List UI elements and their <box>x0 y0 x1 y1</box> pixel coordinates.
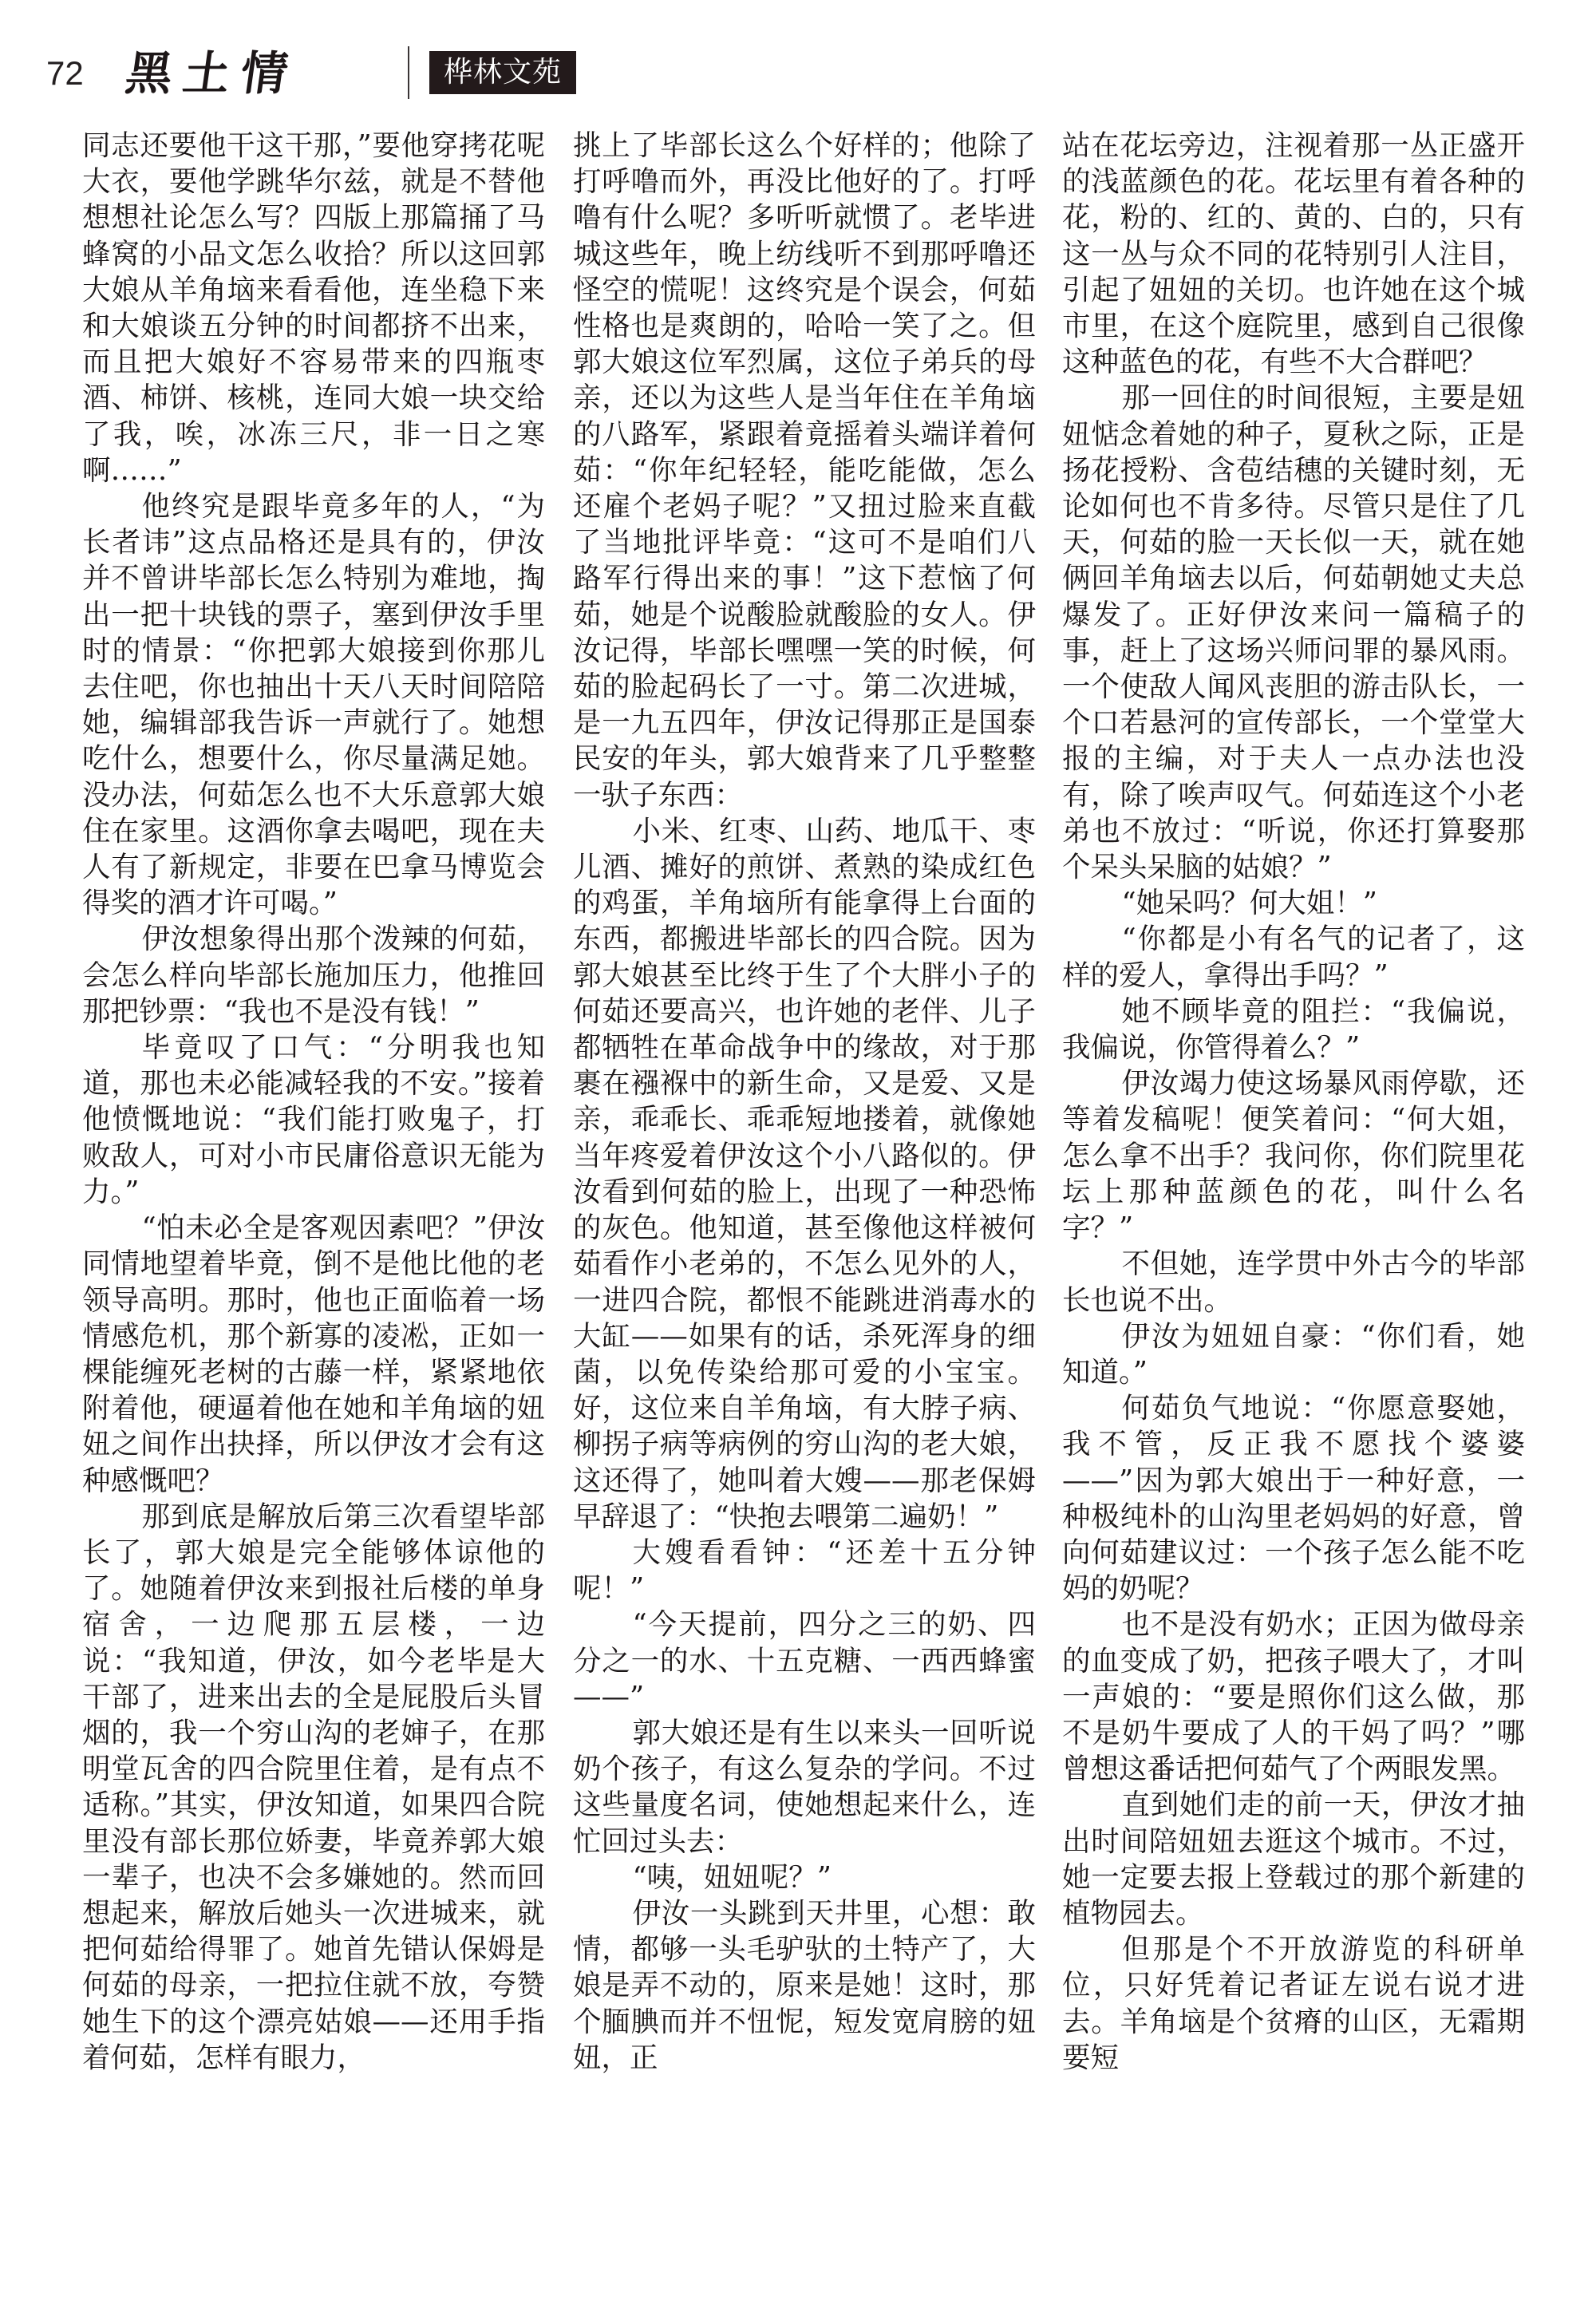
paragraph: 伊汝为妞妞自豪：“你们看，她知道。” <box>1062 1319 1525 1389</box>
paragraph: “怕未必全是客观因素吧？”伊汝同情地望着毕竟，倒不是他比他的老领导高明。那时，他也正面临着一场情感危机，那个新寡的凌凇，正如一棵能缠死老树的古藤一样，紧紧地依附着他，硬逼着他在她和羊角垴的妞妞之间作出抉择，所以伊汝才会有这种感慨吧？ <box>82 1211 545 1497</box>
paragraph: 同志还要他干这干那，”要他穿拷花呢大衣，要他学跳华尔兹，就是不替他想想社论怎么写？四版上那篇捅了马蜂窝的小品文怎么收拾？所以这回郭大娘从羊角垴来看看他，连坐稳下来和大娘谈五分钟的时间都挤不出来，而且把大娘好不容易带来的四瓶枣酒、柿饼、核桃，连同大娘一块交给了我，唉，冰冻三尺，非一日之寒啊……” <box>82 129 545 487</box>
paragraph: 伊汝想象得出那个泼辣的何茹，会怎么样向毕部长施加压力，他推回那把钞票：“我也不是没有钱！” <box>82 923 545 1028</box>
paragraph: 但那是个不开放游览的科研单位，只好凭着记者证左说右说才进去。羊角垴是个贫瘠的山区，无霜期要短 <box>1062 1933 1525 2074</box>
section-label: 桦林文苑 <box>429 51 576 94</box>
paragraph: 何茹负气地说：“你愿意娶她，我不管，反正我不愿找个婆婆——”因为郭大娘出于一种好意，一种极纯朴的山沟里老妈妈的好意，曾向何茹建议过：一个孩子怎么能不吃妈的奶呢？ <box>1062 1392 1525 1606</box>
paragraph: 直到她们走的前一天，伊汝才抽出时间陪妞妞去逛这个城市。不过，她一定要去报上登载过的那个新建的植物园去。 <box>1062 1788 1525 1930</box>
paragraph: 挑上了毕部长这么个好样的；他除了打呼噜而外，再没比他好的了。打呼噜有什么呢？多听听就惯了。老毕进城这些年，晚上纺线听不到那呼噜还怪空的慌呢！这终究是个误会，何茹性格也是爽朗的，哈哈一笑了之。但郭大娘这位军烈属，这位子弟兵的母亲，还以为这些人是当年住在羊角垴的八路军，紧跟着竟摇着头端详着何茹：“你年纪轻轻，能吃能做，怎么还雇个老妈子呢？”又扭过脸来直截了当地批评毕竟：“这可不是咱们八路军行得出来的事！”这下惹恼了何茹，她是个说酸脸就酸脸的女人。伊汝记得，毕部长嘿嘿一笑的时候，何茹的脸起码长了一寸。第二次进城，是一九五四年，伊汝记得那正是国泰民安的年头，郭大娘背来了几乎整整一驮子东西： <box>573 129 1036 812</box>
article-column-3 <box>1062 128 1525 2076</box>
paragraph: 不但她，连学贯中外古今的毕部长也说不出。 <box>1062 1247 1525 1317</box>
paragraph: 伊汝一头跳到天井里，心想：敢情，都够一头毛驴驮的土特产了，大娘是弄不动的，原来是她！这时，那个腼腆而并不忸怩，短发宽肩膀的妞妞，正 <box>573 1896 1036 2074</box>
paragraph: “今天提前，四分之三的奶、四分之一的水、十五克糖、一西西蜂蜜——” <box>573 1608 1036 1713</box>
magazine-title-logo: 黑土情 <box>122 46 302 101</box>
article-column-2 <box>573 128 1036 2076</box>
paragraph: 她不顾毕竟的阻拦：“我偏说，我偏说，你管得着么？” <box>1062 994 1525 1065</box>
page-number: 72 <box>46 54 84 92</box>
paragraph: 站在花坛旁边，注视着那一丛正盛开的浅蓝颜色的花。花坛里有着各种的花，粉的、红的、黄的、白的，只有这一丛与众不同的花特别引人注目，引起了妞妞的关切。也许她在这个城市里，在这个庭院里，感到自己很像这种蓝色的花，有些不大合群吧？ <box>1062 129 1525 379</box>
paragraph: 大嫂看看钟：“还差十五分钟呢！” <box>573 1535 1036 1606</box>
page-header <box>0 0 1596 128</box>
paragraph: “她呆吗？何大姐！” <box>1121 887 1377 920</box>
paragraph: 也不是没有奶水；正因为做母亲的血变成了奶，把孩子喂大了，才叫一声娘的：“要是照你们这么做，那不是奶牛要成了人的干妈了吗？”哪曾想这番话把何茹气了个两眼发黑。 <box>1062 1608 1525 1786</box>
paragraph: 伊汝竭力使这场暴风雨停歇，还等着发稿呢！便笑着问：“何大姐，怎么拿不出手？我问你，你们院里花坛上那种蓝颜色的花，叫什么名字？” <box>1062 1067 1525 1245</box>
paragraph: 那一回住的时间很短，主要是妞妞惦念着她的种子，夏秋之际，正是扬花授粉、含苞结穗的关键时刻，无论如何也不肯多待。尽管只是住了几天，何茹的脸一天长似一天，就在她俩回羊角垴去以后，何茹朝她丈夫总爆发了。正好伊汝来问一篇稿子的事，赶上了这场兴师问罪的暴风雨。一个使敌人闻风丧胆的游击队长，一个口若悬河的宣传部长，一个堂堂大报的主编，对于夫人一点办法也没有，除了唉声叹气。何茹连这个小老弟也不放过：“听说，你还打算娶那个呆头呆脑的姑娘？” <box>1062 381 1525 884</box>
paragraph: 郭大娘还是有生以来头一回听说奶个孩子，有这么复杂的学问。不过这些量度名词，使她想起来什么，连忙回过头去： <box>573 1716 1036 1858</box>
paragraph: 他终究是跟毕竟多年的人，“为长者讳”这点品格还是具有的，伊汝并不曾讲毕部长怎么特别为难地，掏出一把十块钱的票子，塞到伊汝手里时的情景：“你把郭大娘接到你那儿去住吧，你也抽出十天八天时间陪陪她，编辑部我告诉一声就行了。她想吃什么，想要什么，你尽量满足她。没办法，何茹怎么也不大乐意郭大娘住在家里。这酒你拿去喝吧，现在夫人有了新规定，非要在巴拿马博览会得奖的酒才许可喝。” <box>82 490 545 920</box>
paragraph: 那到底是解放后第三次看望毕部长了，郭大娘是完全能够体谅他的了。她随着伊汝来到报社后楼的单身宿舍，一边爬那五层楼，一边说：“我知道，伊汝，如今老毕是大干部了，进来出去的全是屁股后头冒烟的，我一个穷山沟的老婶子，在那明堂瓦舍的四合院里住着，是有点不适称。”其实，伊汝知道，如果四合院里没有部长那位娇妻，毕竟养郭大娘一辈子，也决不会多嫌她的。然而回想起来，解放后她头一次进城来，就把何茹给得罪了。她首先错认保姆是何茹的母亲，一把拉住就不放，夸赞她生下的这个漂亮姑娘——还用手指着何茹，怎样有眼力， <box>82 1500 545 2074</box>
header-divider <box>408 46 409 99</box>
paragraph: 毕竟叹了口气：“分明我也知道，那也未必能减轻我的不安。”接着他愤慨地说：“我们能打败鬼子，打败敌人，可对小市民庸俗意识无能为力。” <box>82 1031 545 1208</box>
paragraph: 小米、红枣、山药、地瓜干、枣儿酒、摊好的煎饼、煮熟的染成红色的鸡蛋，羊角垴所有能拿得上台面的东西，都搬进毕部长的四合院。因为郭大娘甚至比终于生了个大胖小子的何茹还要高兴，也许她的老伴、儿子都牺牲在革命战争中的缘故，对于那裹在襁褓中的新生命，又是爱、又是亲，乖乖长、乖乖短地搂着，就像她当年疼爱着伊汝这个小八路似的。伊汝看到何茹的脸上，出现了一种恐怖的灰色。他知道，甚至像他这样被何茹看作小老弟的，不怎么见外的人，一进四合院，都恨不能跳进消毒水的大缸——如果有的话，杀死浑身的细菌，以免传染给那可爱的小宝宝。好，这位来自羊角垴，有大脖子病、柳拐子病等病例的穷山沟的老大娘，这还得了，她叫着大嫂——那老保姆早辞退了：“快抱去喂第二遍奶！” <box>573 814 1036 1533</box>
article-column-1 <box>82 128 545 2076</box>
paragraph: “咦，妞妞呢？” <box>632 1860 832 1894</box>
paragraph: “你都是小有名气的记者了，这样的爱人，拿得出手吗？” <box>1062 923 1525 992</box>
